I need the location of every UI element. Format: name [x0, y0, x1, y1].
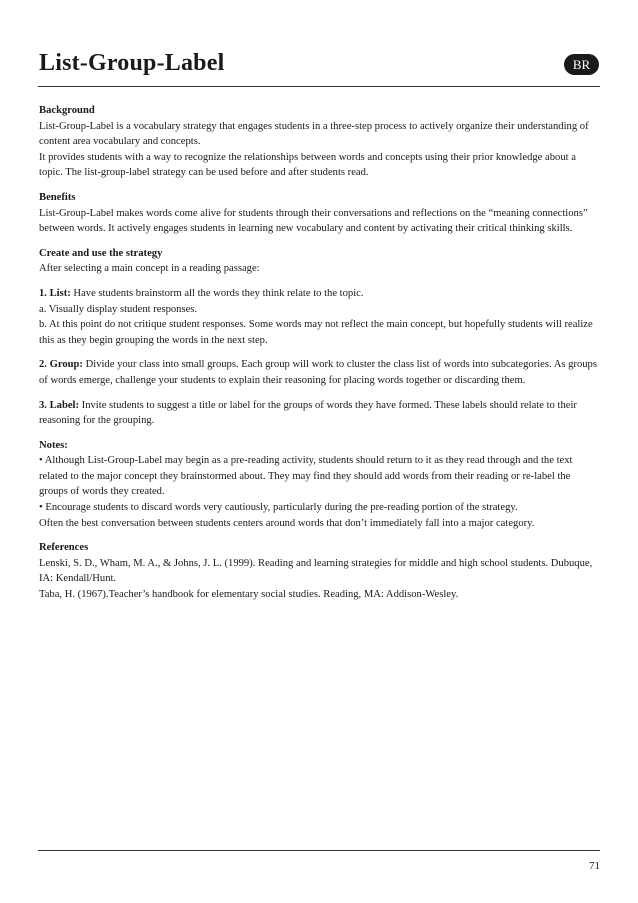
background-heading: Background — [39, 105, 95, 116]
section-badge: BR — [564, 54, 599, 75]
step-group-section — [39, 357, 601, 388]
benefits-heading: Benefits — [39, 191, 76, 203]
step-group-paragraph — [39, 357, 601, 388]
references-section — [39, 540, 601, 602]
step-list-sub-b: b. At this point do not critique student responses. Some words may not reflect the main concept, but hopefully students will realize this as they begin grouping the words in the next step. — [39, 319, 593, 346]
step-label-text: Invite students to suggest a title or label for the groups of words they have formed. These labels should relate to their reasoning for the grouping. — [39, 399, 577, 427]
create-section — [39, 246, 601, 277]
notes-bullet-2: • Encourage students to discard words very cautiously, particularly during the pre-reading portion of the strategy. — [39, 502, 518, 514]
reference-2: Taba, H. (1967).Teacher’s handbook for elementary social studies. Reading, MA: Addison-Wesley. — [39, 589, 459, 601]
notes-bullet-1: • Although List-Group-Label may begin as a pre-reading activity, students should return to it as they read through and the text related to the major concept they brainstormed about. They may find they should add words from their reading or re-label the groups of words they created. — [39, 455, 573, 498]
notes-heading: Notes: — [39, 439, 68, 451]
page-title: List-Group-Label — [39, 50, 225, 76]
create-heading: Create and use the strategy — [39, 247, 163, 259]
reference-1: Lenski, S. D., Wham, M. A., & Johns, J. L. (1999). Reading and learning strategies for middle and high school students. Dubuque, IA: Kendall/Hunt. — [39, 557, 593, 585]
step-label-section — [39, 398, 601, 429]
step-list-text: Have students brainstorm all the words they think relate to the topic. — [70, 287, 364, 299]
header-divider — [38, 86, 600, 87]
page-number: 71 — [589, 860, 600, 872]
notes-section — [39, 438, 601, 532]
background-paragraph-1: List-Group-Label is a vocabulary strategy that engages students in a three-step process to actively organize their understanding of content area vocabulary and concepts. — [39, 120, 589, 148]
step-group-label: 2. Group: — [39, 359, 83, 371]
benefits-paragraph: List-Group-Label makes words come alive for students through their conversations and reflections on the “meaning connections” between words. It actively engages students in learning new vocabulary and content by activating their critical thinking skills. — [39, 207, 588, 235]
notes-line-3: Often the best conversation between students centers around words that don’t immediately fall into a major category. — [39, 517, 535, 529]
step-label-paragraph — [39, 398, 601, 429]
step-list-section — [39, 286, 601, 348]
benefits-section — [39, 190, 601, 237]
background-paragraph-2: It provides students with a way to recognize the relationships between words and concepts using their prior knowledge about a topic. The list-group-label strategy can be used before and after students read. — [39, 151, 576, 179]
step-group-text: Divide your class into small groups. Each group will work to cluster the class list of words into subcategories. As groups of words emerge, challenge your students to explain their reasoning for placing words together or discarding them. — [39, 359, 597, 386]
step-list-label: 1. List: — [39, 287, 71, 299]
step-label-label: 3. Label: — [39, 399, 80, 411]
step-list-sub-a: a. Visually display student responses. — [39, 303, 198, 315]
references-heading: References — [39, 542, 89, 554]
document-body — [39, 103, 601, 612]
background-section — [39, 103, 601, 181]
footer-divider — [38, 850, 600, 851]
step-list-paragraph — [39, 286, 601, 302]
create-paragraph: After selecting a main concept in a reading passage: — [39, 263, 260, 275]
